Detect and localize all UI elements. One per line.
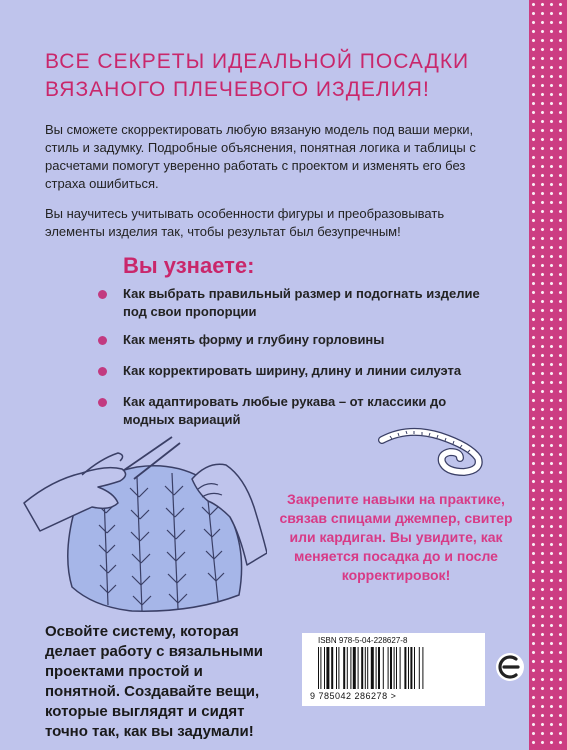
- barcode-panel: [302, 633, 485, 706]
- bullet-dot-icon: [98, 336, 107, 345]
- result-paragraph: Вы научитесь учитывать особенности фигуры и преобразовывать элементы изделия так, чтобы результат был безупречным!: [45, 206, 445, 239]
- bullet-dot-icon: [98, 290, 107, 299]
- list-item-text: Как выбрать правильный размер и подогнать изделие под свои пропорции: [123, 286, 480, 319]
- headline: ВСЕ СЕКРЕТЫ ИДЕАЛЬНОЙ ПОСАДКИ ВЯЗАНОГО ПЛЕЧЕВОГО ИЗДЕЛИЯ!: [45, 50, 470, 101]
- learn-heading: Вы узнаете:: [123, 253, 255, 278]
- barcode-icon: [316, 647, 466, 691]
- barcode-digits: 9 785042 286278 >: [310, 691, 397, 701]
- intro-paragraph: Вы сможете скорректировать любую вязаную модель под ваши мерки, стиль и задумку. Подробные объяснения, понятная логика и таблицы с расчетами помогут уверенно работать с проектом и изменять его без страха ошибиться.: [45, 122, 476, 191]
- list-item-text: Как менять форму и глубину горловины: [123, 332, 385, 347]
- outro-text: Освойте систему, которая делает работу с вязальными проектами простой и понятной. Создавайте вещи, которые выглядят и сидят точно так, как вы задумали!: [45, 623, 264, 740]
- list-item-text: Как адаптировать любые рукава – от классики до модных вариаций: [123, 394, 447, 427]
- bullet-dot-icon: [98, 367, 107, 376]
- practice-callout: Закрепите навыки на практике, связав спицами джемпер, свитер или кардиган. Вы увидите, как меняется посадка до и после корректировок!: [279, 491, 513, 583]
- knitting-hands-icon: [22, 435, 267, 615]
- measuring-tape-icon: [378, 420, 488, 480]
- isbn-text: ISBN 978-5-04-228627-8: [318, 636, 408, 645]
- list-item-text: Как корректировать ширину, длину и линии силуэта: [123, 363, 462, 378]
- polka-dot-spine: [529, 0, 567, 750]
- eksmo-logo-icon: [494, 651, 526, 683]
- bullet-dot-icon: [98, 398, 107, 407]
